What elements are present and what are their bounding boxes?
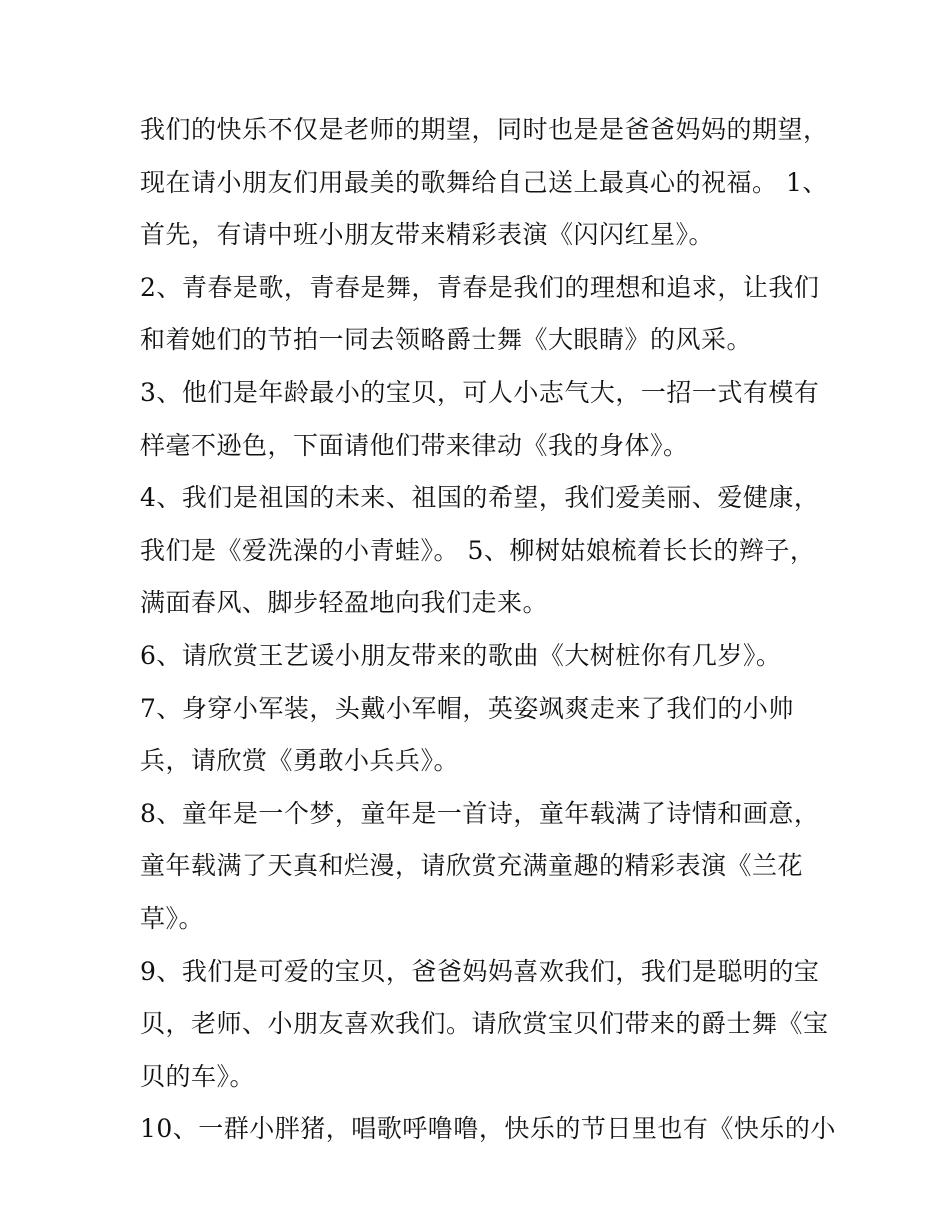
text-line: 8、童年是一个梦，童年是一首诗，童年载满了诗情和画意，	[140, 798, 820, 828]
text-line: 我们的快乐不仅是老师的期望，同时也是是爸爸妈妈的期望，	[140, 115, 829, 144]
text-line: 7、身穿小军装，头戴小军帽，英姿飒爽走来了我们的小帅	[140, 693, 794, 723]
text-line: 贝，老师、小朋友喜欢我们。请欣赏宝贝们带来的爵士舞《宝	[140, 1009, 829, 1039]
text-line: 贝的车》。	[140, 1061, 256, 1091]
text-line: 我们是《爱洗澡的小青蛙》。 5、柳树姑娘梳着长长的辫子，	[140, 535, 816, 565]
text-line: 草》。	[140, 903, 205, 933]
text-line: 10、一群小胖猪，唱歌呼噜噜，快乐的节日里也有《快乐的小	[140, 1114, 836, 1144]
text-line: 现在请小朋友们用最美的歌舞给自己送上最真心的祝福。 1、	[140, 167, 828, 197]
text-line: 样毫不逊色，下面请他们带来律动《我的身体》。	[140, 430, 689, 460]
text-line: 3、他们是年龄最小的宝贝，可人小志气大，一招一式有模有	[140, 377, 820, 407]
text-line: 4、我们是祖国的未来、祖国的希望，我们爱美丽、爱健康，	[140, 483, 820, 513]
text-line: 和着她们的节拍一同去领略爵士舞《大眼睛》的风采。	[140, 325, 753, 355]
text-line: 满面春风、脚步轻盈地向我们走来。	[140, 588, 549, 618]
text-line: 首先，有请中班小朋友带来精彩表演《闪闪红星》。	[140, 220, 715, 250]
text-line: 2、青春是歌，青春是舞，青春是我们的理想和追求，让我们	[140, 272, 820, 302]
text-line: 6、请欣赏王艺谖小朋友带来的歌曲《大树桩你有几岁》。	[140, 640, 782, 670]
text-line: 9、我们是可爱的宝贝，爸爸妈妈喜欢我们，我们是聪明的宝	[140, 956, 820, 986]
body-text	[140, 104, 836, 1156]
text-line: 童年载满了天真和烂漫，请欣赏充满童趣的精彩表演《兰花	[140, 851, 804, 881]
text-line: 兵，请欣赏《勇敢小兵兵》。	[140, 746, 460, 776]
